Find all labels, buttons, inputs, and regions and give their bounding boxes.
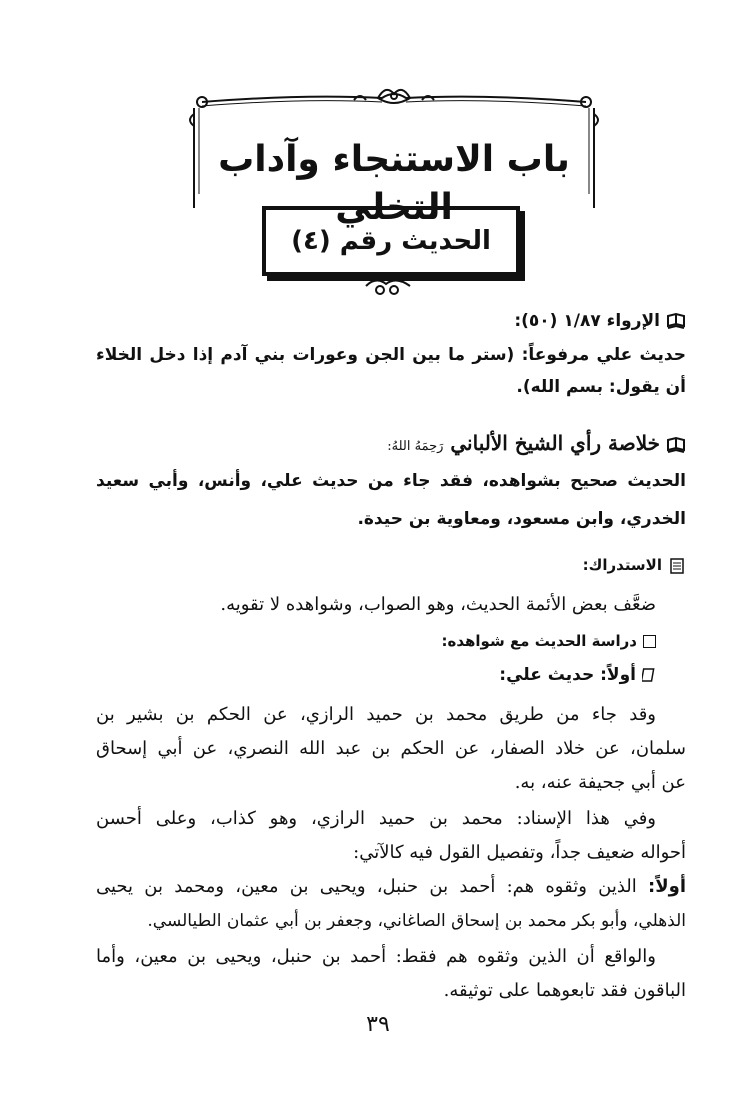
page-icon [668, 557, 686, 575]
istidrak-heading: الاستدراك: [582, 556, 662, 574]
study-heading: دراسة الحديث مع شواهده: [441, 632, 637, 650]
book-icon [666, 436, 686, 454]
first-heading: أولاً: حديث علي: [499, 665, 636, 685]
albani-text-line-1: الحديث صحيح بشواهده، فقد جاء من حديث علي، وأنس، وأبي سعيد [96, 471, 686, 491]
para3-line-1 [96, 872, 686, 902]
albani-text-line-2: الخدري، وابن مسعود، ومعاوية بن حيدة. [357, 509, 686, 529]
para1-line-3: عن أبي جحيفة عنه، به. [514, 772, 686, 793]
page-number: ٣٩ [366, 1012, 390, 1037]
para3-line-2: الذهلي، وأبو بكر محمد بن إسحاق الصاغاني، وجعفر بن أبي عثمان الطيالسي. [147, 911, 686, 931]
book-icon [666, 312, 686, 330]
honorific-text: رَحِمَهُ اللهُ: [387, 439, 444, 454]
hadith-number-label: الحديث رقم (٤) [291, 226, 491, 256]
hadith-number-box [262, 206, 520, 276]
source-text-line-2: أن يقول: بسم الله). [516, 377, 686, 397]
para2-line-2: أحواله ضعيف جداً، وتفصيل القول فيه كالآتي: [353, 842, 686, 863]
checkbox-icon [643, 635, 656, 648]
source-heading-row [96, 306, 686, 336]
divider-ornament-icon [362, 274, 414, 298]
para3-text: الذين وثقوه هم: أحمد بن حنبل، ويحيى بن معين، ومحمد بن يحيى [96, 876, 637, 897]
chapter-title: باب الاستنجاء وآداب التخلي [218, 139, 570, 228]
note-icon [642, 667, 656, 683]
chapter-title-frame [182, 84, 606, 228]
para2-line-1: وفي هذا الإسناد: محمد بن حميد الرازي، وهو كذاب، وعلى أحسن [96, 808, 656, 829]
istidrak-heading-row [96, 550, 686, 580]
source-heading: الإرواء ١/٨٧ (٥٠): [514, 311, 660, 331]
istidrak-line-1: ضعَّف بعض الأئمة الحديث، وهو الصواب، وشواهده لا تقويه. [220, 594, 656, 615]
para4-line-2: الباقون فقد تابعوهما على توثيقه. [443, 980, 686, 1001]
para1-line-1: وقد جاء من طريق محمد بن حميد الرازي، عن الحكم بن بشير بن [96, 704, 656, 725]
albani-heading: خلاصة رأي الشيخ الألباني [450, 431, 660, 455]
para1-line-2: سلمان، عن خلاد الصفار، عن الحكم بن عبد الله النصري، عن أبي إسحاق [96, 738, 686, 759]
para3-lead: أولاً: [648, 876, 686, 897]
study-heading-row [96, 626, 656, 656]
first-heading-row [96, 660, 656, 690]
source-text-line-1: حديث علي مرفوعاً: (ستر ما بين الجن وعورات بني آدم إذا دخل الخلاء [96, 345, 686, 365]
albani-heading-row [96, 428, 686, 462]
para4-line-1: والواقع أن الذين وثقوه هم فقط: أحمد بن حنبل، ويحيى بن معين، وأما [96, 946, 656, 967]
